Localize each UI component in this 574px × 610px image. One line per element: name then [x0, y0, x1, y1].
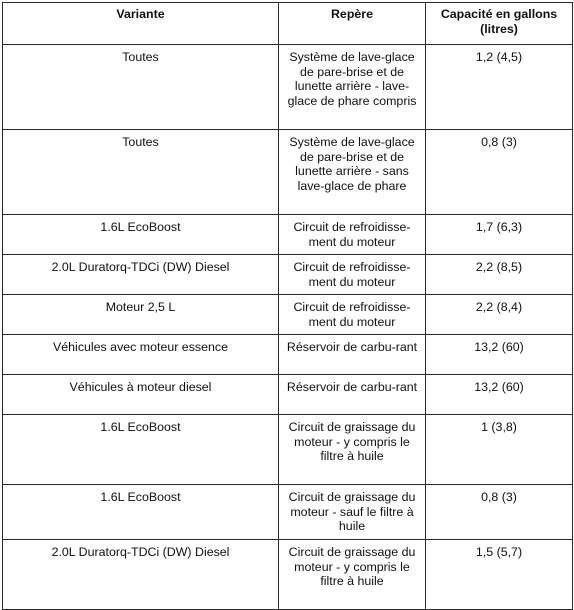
cell-variant: Toutes	[3, 130, 279, 215]
table-row	[3, 540, 573, 610]
table-row	[3, 295, 573, 335]
table-row	[3, 45, 573, 130]
capacity-table	[2, 2, 573, 610]
cell-capacity: 2,2 (8,5)	[426, 255, 573, 295]
cell-capacity: 13,2 (60)	[426, 335, 573, 375]
table-row	[3, 415, 573, 485]
cell-mark: Circuit de graissage du moteur - y compris le filtre à huile	[279, 415, 426, 485]
header-mark: Repère	[279, 3, 426, 45]
table-row	[3, 375, 573, 415]
cell-capacity: 1 (3,8)	[426, 415, 573, 485]
table-row	[3, 215, 573, 255]
cell-variant: 1.6L EcoBoost	[3, 415, 279, 485]
header-row	[3, 3, 573, 45]
table-row	[3, 335, 573, 375]
cell-mark: Système de lave-glace de pare-brise et de lunette arrière - sans lave-glace de phare	[279, 130, 426, 215]
cell-mark: Système de lave-glace de pare-brise et de lunette arrière - lave-glace de phare compris	[279, 45, 426, 130]
cell-variant: 2.0L Duratorq-TDCi (DW) Diesel	[3, 540, 279, 610]
table-row	[3, 130, 573, 215]
cell-variant: 1.6L EcoBoost	[3, 485, 279, 540]
cell-mark: Circuit de refroidisse-ment du moteur	[279, 295, 426, 335]
header-capacity: Capacité en gallons (litres)	[426, 3, 573, 45]
cell-mark: Réservoir de carbu-rant	[279, 375, 426, 415]
cell-variant: 1.6L EcoBoost	[3, 215, 279, 255]
table-row	[3, 485, 573, 540]
cell-variant: 2.0L Duratorq-TDCi (DW) Diesel	[3, 255, 279, 295]
cell-mark: Circuit de graissage du moteur - sauf le filtre à huile	[279, 485, 426, 540]
cell-capacity: 1,7 (6,3)	[426, 215, 573, 255]
cell-capacity: 1,5 (5,7)	[426, 540, 573, 610]
cell-capacity: 13,2 (60)	[426, 375, 573, 415]
cell-variant: Véhicules avec moteur essence	[3, 335, 279, 375]
table-row	[3, 255, 573, 295]
cell-variant: Moteur 2,5 L	[3, 295, 279, 335]
cell-capacity: 0,8 (3)	[426, 485, 573, 540]
cell-capacity: 2,2 (8,4)	[426, 295, 573, 335]
cell-mark: Circuit de refroidisse-ment du moteur	[279, 255, 426, 295]
header-variant: Variante	[3, 3, 279, 45]
cell-variant: Véhicules à moteur diesel	[3, 375, 279, 415]
cell-mark: Circuit de graissage du moteur - y compris le filtre à huile	[279, 540, 426, 610]
cell-variant: Toutes	[3, 45, 279, 130]
cell-capacity: 1,2 (4,5)	[426, 45, 573, 130]
cell-mark: Circuit de refroidisse-ment du moteur	[279, 215, 426, 255]
capacity-table-container	[2, 2, 572, 610]
cell-mark: Réservoir de carbu-rant	[279, 335, 426, 375]
cell-capacity: 0,8 (3)	[426, 130, 573, 215]
